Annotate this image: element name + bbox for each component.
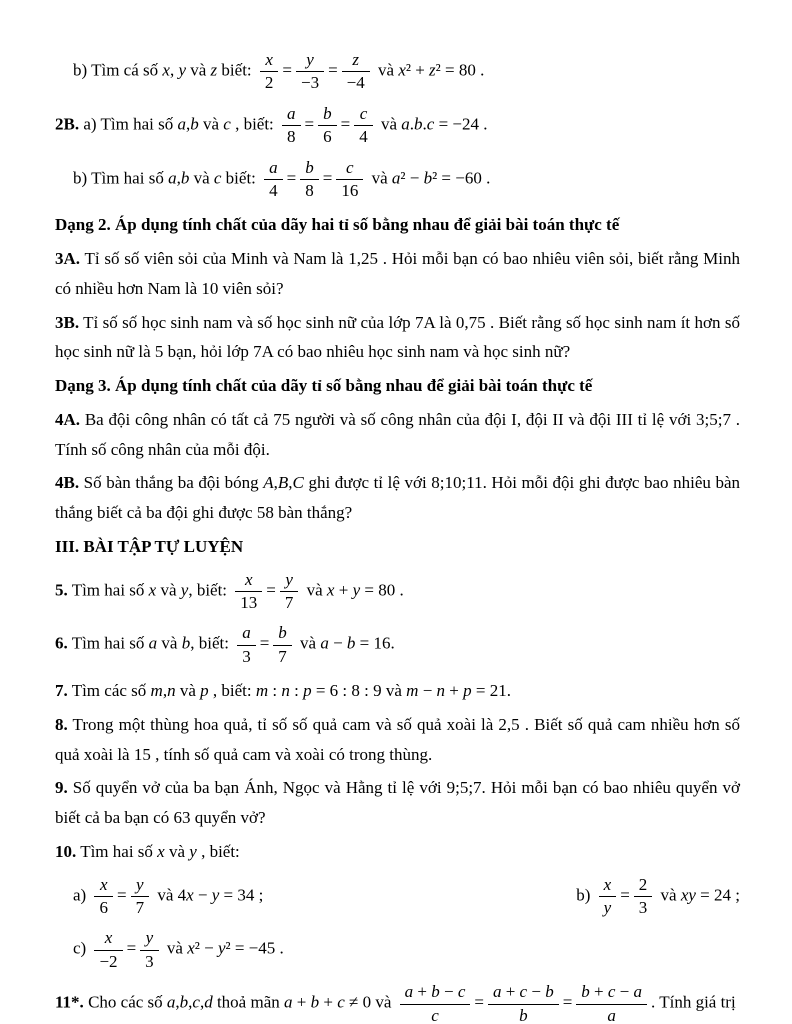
text-run: và [162, 938, 188, 958]
text-run: thoả mãn [212, 992, 284, 1012]
fraction-numerator: a [237, 622, 256, 645]
fraction-numerator: y [140, 927, 159, 950]
text-run: Ba đội công nhân có tất cả 75 người và số công nhân của đội I, đội II và đội III tỉ lệ với 3;5;7 . Tính số công nhân của mỗi đội. [55, 409, 740, 459]
math-text: m : n : p = 6 : 8 : 9 [255, 681, 382, 701]
text-run: ; [731, 884, 740, 904]
math-text: = [116, 884, 127, 904]
text-run: , biết: [188, 579, 232, 599]
paragraph [55, 837, 740, 867]
fraction [131, 874, 150, 919]
text-run: b) Tìm hai số [73, 167, 169, 187]
fraction-denominator: y [603, 898, 612, 918]
section-heading: Dạng 3. Áp dụng tính chất của dãy tỉ số bằng nhau để giải bài toán thực tế [55, 376, 593, 396]
fraction-denominator: 16 [341, 180, 359, 200]
math-text: a − b = 16 [320, 633, 391, 653]
math-text: a,b,c,d [166, 992, 213, 1012]
text-run: Số bàn thắng ba đội bóng [79, 473, 264, 493]
text-run: và [656, 884, 681, 904]
math-text: m − n + p = 21 [406, 681, 507, 701]
math-text: a + b + c ≠ 0 [284, 992, 372, 1012]
fraction-denominator: −2 [99, 951, 118, 971]
text-run: . [395, 579, 404, 599]
fraction [260, 49, 279, 94]
problem-label: 10. [55, 841, 77, 861]
problem-label: 5. [55, 579, 68, 599]
document-body [55, 49, 740, 1024]
math-text: y [189, 841, 197, 861]
paragraph [55, 244, 740, 304]
text-run: và [153, 884, 178, 904]
text-run: và [189, 167, 214, 187]
text-run: Trong một thùng hoa quả, tỉ số số quả cam và số quả xoài là 2,5 . Biết số quả cam nhiều hơn số quả xoài là 15 , tính số quả cam và xoài có trong thùng. [55, 714, 740, 764]
math-text: a,b [177, 114, 199, 134]
problem-label: 4A. [55, 409, 81, 429]
math-text: x² + z² = 80 [398, 60, 476, 80]
math-text: = [328, 60, 338, 80]
paragraph [55, 676, 740, 706]
math-text: x [148, 579, 157, 599]
fraction-numerator: a + b − c [400, 981, 471, 1004]
text-run: . [275, 938, 284, 958]
fraction [354, 103, 373, 148]
math-text: = [259, 633, 270, 653]
text-run: và [371, 992, 396, 1012]
fraction-numerator: b + c − a [576, 981, 647, 1004]
fraction [235, 569, 262, 614]
problem-label: 4B. [55, 473, 80, 493]
math-text: a² − b² = −60 [391, 167, 482, 187]
fraction-numerator: x [94, 927, 122, 950]
fraction-denominator: a [607, 1005, 616, 1024]
paragraph [55, 103, 740, 148]
text-run: Tỉ số số viên sỏi của Minh và Nam là 1,25 . Hỏi mỗi bạn có bao nhiêu viên sỏi, biết rằng Minh có nhiều hơn Nam là 10 viên sỏi? [55, 249, 740, 298]
text-run: . Tính giá trị [651, 992, 736, 1012]
fraction [264, 157, 283, 202]
text-run: . [506, 681, 511, 701]
two-column-row [55, 874, 740, 919]
math-text: p [200, 681, 209, 701]
math-text: = [620, 884, 630, 904]
fraction [237, 622, 256, 667]
fraction-denominator: 8 [305, 180, 314, 200]
fraction-denominator: −4 [346, 73, 365, 93]
text-run: và [376, 114, 402, 134]
text-run: và [295, 633, 321, 653]
column-right [576, 874, 740, 919]
fraction-numerator: c [336, 157, 363, 180]
text-run: biết: [221, 167, 261, 187]
math-text: a [148, 633, 158, 653]
fraction-denominator: b [519, 1005, 528, 1024]
problem-label: 3A. [55, 249, 81, 269]
fraction-numerator: y [131, 874, 150, 897]
math-text: b [181, 633, 191, 653]
fraction-denominator: c [431, 1005, 439, 1024]
fraction-denominator: 3 [242, 646, 251, 666]
fraction [400, 981, 471, 1024]
fraction-denominator: 7 [284, 592, 294, 612]
fraction [576, 981, 647, 1024]
fraction-numerator: x [260, 49, 279, 72]
fraction [94, 874, 113, 919]
text-run: Tỉ số số học sinh nam và số học sinh nữ của lớp 7A là 0,75 . Biết rằng số học sinh nam ít hơn số học sinh nữ là 5 bạn, hỏi lớp 7A có bao nhiêu học sinh nam và học sinh nữ? [55, 312, 740, 362]
math-text: a.b.c = −24 [401, 114, 479, 134]
math-text: z [210, 60, 218, 80]
math-text: = [286, 167, 297, 187]
fraction [282, 103, 301, 148]
problem-label: 7. [55, 681, 68, 701]
fraction [300, 157, 319, 202]
math-text: xy = 24 [680, 884, 732, 904]
fraction-numerator: b [318, 103, 337, 126]
text-run: và [157, 633, 182, 653]
fraction [336, 157, 363, 202]
fraction-numerator: a [264, 157, 283, 180]
math-text: = [266, 579, 276, 599]
text-run: và [367, 167, 392, 187]
math-text: c [223, 114, 231, 134]
fraction-numerator: b [300, 157, 319, 180]
text-run: và [156, 579, 181, 599]
text-run: , biết: [190, 633, 234, 653]
paragraph [55, 927, 740, 972]
math-text: = [474, 992, 484, 1012]
paragraph [55, 622, 740, 667]
text-run: . [390, 633, 395, 653]
fraction [140, 927, 159, 972]
fraction-denominator: 3 [638, 898, 648, 918]
paragraph [55, 569, 740, 614]
fraction-denominator: 6 [99, 898, 108, 918]
fraction [296, 49, 324, 94]
text-run: , biết: [230, 114, 279, 134]
paragraph [55, 308, 740, 368]
math-text: = [322, 167, 333, 187]
math-text: m,n [150, 681, 176, 701]
math-text: x + y = 80 [326, 579, 396, 599]
text-run: , biết: [196, 841, 240, 861]
text-run: biết: [217, 60, 256, 80]
text-run: . [479, 114, 488, 134]
paragraph [55, 157, 740, 202]
fraction [273, 622, 292, 667]
math-text: x, y [162, 60, 186, 80]
text-run: Tìm hai số [67, 633, 149, 653]
fraction-numerator: a [282, 103, 301, 126]
text-run: Tìm hai số [76, 841, 158, 861]
fraction-denominator: 6 [323, 127, 332, 147]
section-heading: III. BÀI TẬP TỰ LUYỆN [55, 536, 244, 556]
problem-label: 9. [55, 778, 68, 798]
text-run: và [198, 114, 224, 134]
fraction-numerator: b [273, 622, 292, 645]
math-text: A,B,C [263, 473, 304, 493]
fraction-numerator: a + c − b [488, 981, 559, 1004]
fraction-denominator: 13 [240, 592, 258, 612]
fraction [342, 49, 370, 94]
paragraph [55, 405, 740, 465]
text-run: a) [73, 884, 91, 904]
fraction-numerator: 2 [634, 874, 653, 897]
text-run: và [164, 841, 190, 861]
text-run: b) [576, 884, 595, 904]
paragraph [55, 468, 740, 528]
text-run: Số quyển vở của ba bạn Ánh, Ngọc và Hằng tỉ lệ với 9;5;7. Hỏi mỗi bạn có bao nhiêu quyển vở biết cả ba bạn có 63 quyển vở? [55, 778, 740, 828]
fraction [318, 103, 337, 148]
fraction-denominator: −3 [300, 73, 320, 93]
paragraph [55, 981, 740, 1024]
text-run: và [381, 681, 407, 701]
math-text: = [562, 992, 573, 1012]
fraction [488, 981, 559, 1024]
fraction-numerator: y [280, 569, 299, 592]
fraction-numerator: x [94, 874, 113, 897]
text-run: Cho các số [83, 992, 167, 1012]
fraction-denominator: 7 [135, 898, 145, 918]
fraction-numerator: c [354, 103, 373, 126]
math-text: 4x − y = 34 [177, 884, 255, 904]
text-run: . [475, 60, 485, 80]
text-run: a) Tìm hai số [79, 114, 178, 134]
text-run: và [373, 60, 399, 80]
fraction-denominator: 7 [278, 646, 287, 666]
fraction [634, 874, 653, 919]
fraction [280, 569, 299, 614]
math-text: = [340, 114, 351, 134]
text-run: và [186, 60, 211, 80]
text-run: và [175, 681, 201, 701]
problem-label: 6. [55, 633, 68, 653]
fraction-numerator: y [296, 49, 324, 72]
text-run: và [302, 579, 327, 599]
text-run: ghi được tỉ lệ với 8;10;11. Hỏi mỗi đội ghi được bao nhiêu bàn thắng biết cả ba đội ghi được 58 bàn thắng? [55, 473, 741, 523]
math-text: = [304, 114, 315, 134]
text-run: c) [73, 938, 91, 958]
text-run: Tìm hai số [67, 579, 149, 599]
math-text: = [126, 938, 137, 958]
math-text: y [180, 579, 189, 599]
fraction-denominator: 4 [359, 127, 368, 147]
paragraph [55, 710, 740, 770]
text-run: , biết: [208, 681, 256, 701]
problem-label: 2B. [55, 114, 80, 134]
math-text: a,b [168, 167, 190, 187]
problem-label: 3B. [55, 312, 80, 332]
fraction-denominator: 4 [269, 180, 278, 200]
fraction [94, 927, 122, 972]
math-text: x [157, 841, 165, 861]
problem-label: 8. [55, 714, 68, 734]
math-text: x² − y² = −45 [187, 938, 276, 958]
text-run: ; [254, 884, 264, 904]
fraction-denominator: 3 [145, 951, 154, 971]
problem-label: 11*. [55, 992, 84, 1012]
paragraph [55, 49, 740, 94]
text-run: b) Tìm cá số [73, 60, 163, 80]
math-text: = [282, 60, 292, 80]
fraction-numerator: x [235, 569, 262, 592]
text-run: . [481, 167, 491, 187]
fraction [599, 874, 617, 919]
column-left [55, 874, 263, 919]
paragraph [55, 773, 740, 833]
fraction-numerator: x [599, 874, 617, 897]
fraction-denominator: 8 [287, 127, 296, 147]
text-run: Tìm các số [67, 681, 151, 701]
section-heading: Dạng 2. Áp dụng tính chất của dãy hai tỉ số bằng nhau để giải bài toán thực tế [55, 215, 620, 235]
fraction-numerator: z [342, 49, 370, 72]
fraction-denominator: 2 [264, 73, 274, 93]
math-text: c [213, 167, 222, 187]
